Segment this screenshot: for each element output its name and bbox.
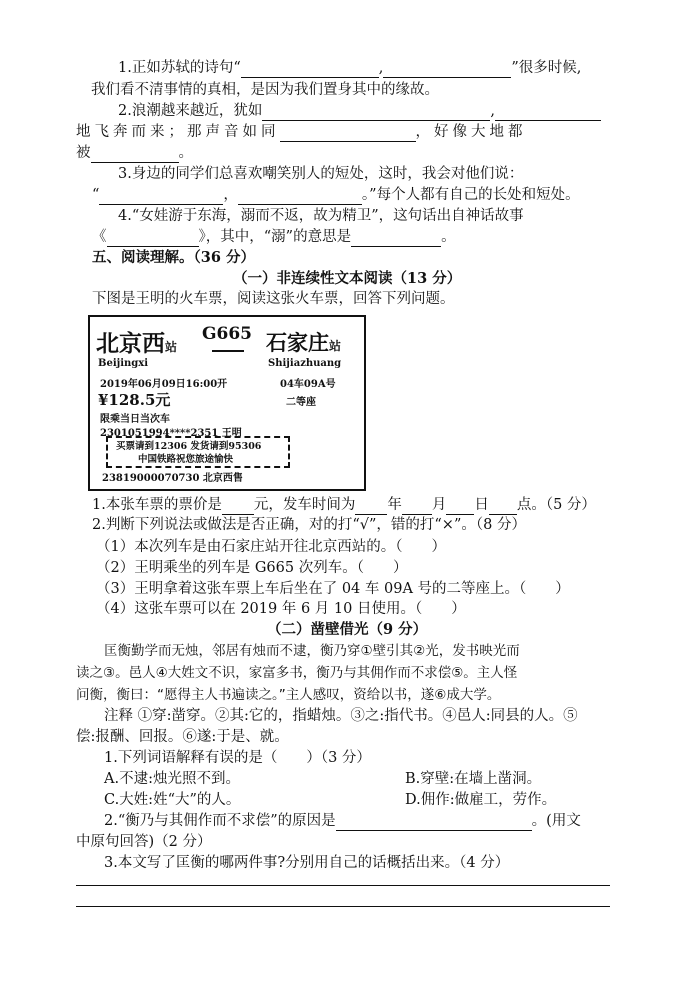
q2-blank-2[interactable] (495, 104, 601, 121)
ticket-id: 2301051994****2351 王明 (100, 428, 242, 439)
part2-text-2: 读之③。邑人④大姓文不识，家富多书，衡乃与其佣作而不求偿⑤。主人怪 (76, 665, 518, 681)
q2-blank-3[interactable] (280, 125, 416, 142)
part2-q2-blank[interactable] (336, 814, 532, 831)
part2-q2-line2: 中原句回答)（2 分） (76, 834, 212, 850)
tq2-item-1[interactable]: （1）本次列车是由石家庄站开往北京西站的。（ ） (96, 539, 446, 555)
q4-text-d: 。 (441, 229, 456, 245)
q1-line2 (91, 80, 439, 100)
q4-blank-1[interactable] (107, 230, 199, 247)
section-title: 五、阅读理解。（36 分） (92, 249, 255, 266)
option-b[interactable]: B.穿壁:在墙上凿洞。 (405, 771, 542, 787)
q1-text-d: 我们看不清事情的真相，是因为我们置身其中的缘故。 (91, 82, 439, 98)
q2-text-e: 被 (76, 145, 91, 161)
tq1-blank-price[interactable] (222, 498, 254, 515)
q2-line3 (76, 143, 193, 163)
part2-note-1: 注释 ①穿:凿穿。②其:它的，指蜡烛。③之:指代书。④邑人:同县的人。⑤ (104, 708, 578, 724)
tq1-blank-day[interactable] (446, 498, 474, 515)
q2-comma: , (490, 103, 495, 119)
ticket-serial: 23819000070730 北京西售 (102, 473, 243, 484)
q1-blank-2[interactable] (383, 61, 511, 78)
q3-text-a: 3.身边的同学们总喜欢嘲笑别人的短处，这时，我会对他们说： (118, 166, 524, 182)
part2-q2-line1 (104, 811, 581, 831)
q3-text-c: ， (223, 187, 238, 203)
q4-line1 (118, 206, 524, 226)
q2-blank-1[interactable] (262, 104, 490, 121)
q1-blank-1[interactable] (241, 61, 379, 78)
ticket-datetime: 2019年06月09日16:00开 (100, 379, 228, 390)
part2-note-2: 偿:报酬、回报。⑥遂:于是、就。 (76, 729, 289, 745)
ticket-to-pinyin: Shijiazhuang (268, 358, 342, 369)
ticket-from-name: 北京西 (96, 330, 165, 357)
tq1-line (92, 495, 596, 515)
option-d[interactable]: D.佣作:做雇工，劳作。 (405, 792, 557, 808)
tq1-text-b: 元，发车时间为 (253, 497, 356, 513)
ticket-from-pinyin: Beijingxi (98, 358, 149, 369)
part1-intro: 下图是王明的火车票，阅读这张火车票，回答下列问题。 (92, 291, 455, 307)
q3-line2 (92, 185, 580, 205)
ticket-from-suffix: 站 (165, 340, 178, 354)
q1-comma: , (378, 60, 384, 76)
tq1-text-d: 月 (431, 497, 447, 513)
ticket-from (96, 325, 177, 358)
ticket-to-name: 石家庄 (266, 330, 329, 355)
q3-line1 (118, 164, 523, 184)
tq1-blank-month[interactable] (402, 498, 432, 515)
q2-text-a: 2.浪潮越来越近，犹如 (118, 103, 263, 119)
part2-q3: 3.本文写了匡衡的哪两件事?分别用自己的话概括出来。（4 分） (104, 855, 510, 871)
q2-text-d: ，好像大地都 (415, 124, 527, 140)
q2-text-f: 。 (178, 145, 193, 161)
part2-q2-text-b: 。(用文 (531, 813, 581, 829)
ticket-class: 二等座 (286, 397, 316, 408)
ticket-notice1: 买票请到12306 发货请到95306 (116, 441, 262, 452)
ticket-arrow (212, 350, 244, 352)
option-c[interactable]: C.大姓:姓“大”的人。 (104, 792, 241, 808)
q3-blank-1[interactable] (99, 188, 223, 205)
ticket-seat: 04车09A号 (280, 379, 336, 390)
ticket-train-number: G665 (202, 324, 253, 344)
part2-q1: 1.下列词语解释有误的是（ ）（3 分） (104, 750, 371, 766)
tq2-item-2[interactable]: （2）王明乘坐的列车是 G665 次列车。（ ） (96, 560, 408, 576)
part2-title: （二）凿壁借光（9 分） (267, 621, 428, 638)
part2-text-1: 匡衡勤学而无烛，邻居有烛而不逮，衡乃穿①壁引其②光，发书映光而 (104, 643, 520, 659)
tq1-blank-year[interactable] (355, 498, 387, 515)
q3-text-b: “ (92, 187, 100, 203)
part1-title: （一）非连续性文本阅读（13 分） (233, 270, 462, 287)
q1-text-c: ”很多时候, (511, 60, 582, 76)
ticket-notice2: 中国铁路祝您旅途愉快 (138, 454, 234, 465)
train-ticket (88, 315, 366, 491)
ticket-limit: 限乘当日当次车 (100, 414, 170, 425)
tq2-title: 2.判断下列说法或做法是否正确，对的打“√”，错的打“×”。（8 分） (92, 517, 526, 533)
q3-text-d: 。”每个人都有自己的长处和短处。 (361, 187, 580, 203)
q2-line1 (118, 101, 601, 121)
tq1-text-f: 点。（5 分） (516, 497, 596, 513)
q4-blank-2[interactable] (351, 230, 441, 247)
q4-text-a: 4.“女娃游于东海，溺而不返，故为精卫”，这句话出自神话故事 (118, 208, 524, 224)
q3-blank-2[interactable] (238, 188, 362, 205)
q1-text-a: 1.正如苏轼的诗句“ (118, 60, 241, 76)
q2-line2 (76, 122, 527, 142)
part2-text-3: 问衡，衡曰：“愿得主人书遍读之。”主人感叹，资给以书，遂⑥成大学。 (76, 687, 501, 703)
q4-text-c: 》，其中，“溺”的意思是 (198, 229, 352, 245)
q2-blank-4[interactable] (91, 146, 179, 163)
tq1-text-e: 日 (474, 497, 489, 513)
tq2-item-4[interactable]: （4）这张车票可以在 2019 年 6 月 10 日使用。（ ） (96, 601, 466, 617)
q2-text-c: 地飞奔而来；那声音如同 (76, 124, 280, 140)
q4-text-b: 《 (92, 229, 107, 245)
tq1-text-c: 年 (387, 497, 402, 513)
ticket-to-suffix: 站 (329, 339, 342, 353)
part2-q2-text-a: 2.“衡乃与其佣作而不求偿”的原因是 (104, 813, 336, 829)
q4-line2 (92, 227, 456, 247)
option-a[interactable]: A.不逮:烛光照不到。 (104, 771, 240, 787)
answer-line-1[interactable] (76, 885, 610, 886)
answer-line-2[interactable] (76, 906, 610, 907)
tq2-item-3[interactable]: （3）王明拿着这张车票上车后坐在了 04 车 09A 号的二等座上。（ ） (96, 581, 570, 597)
q1-line1 (118, 58, 581, 78)
tq1-text-a: 1.本张车票的票价是 (92, 497, 222, 513)
tq1-blank-hour[interactable] (489, 498, 517, 515)
ticket-price: ¥128.5元 (98, 391, 171, 409)
ticket-to (266, 327, 341, 357)
